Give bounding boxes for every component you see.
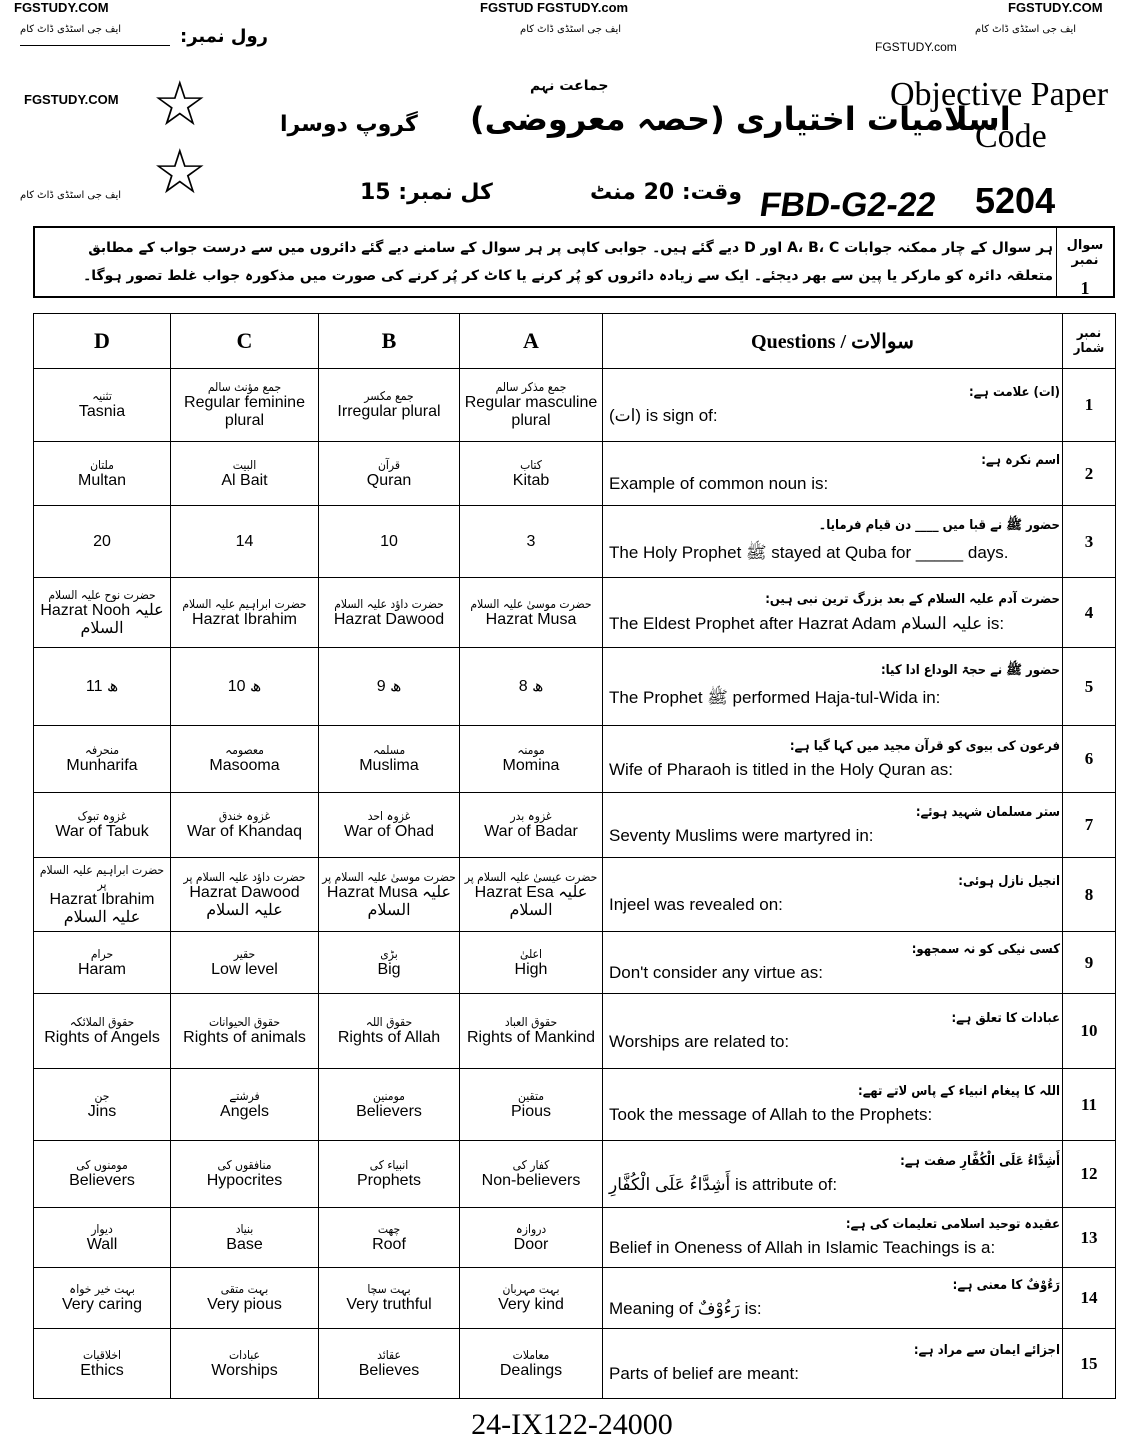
question-number: 10 [1063, 994, 1116, 1069]
question-number: 1 [1063, 369, 1116, 442]
option-english: Rights of Mankind [466, 1029, 596, 1046]
option-c [171, 726, 319, 793]
option-a [460, 726, 603, 793]
question-english: Example of common noun is: [609, 474, 829, 493]
option-english: War of Khandaq [186, 823, 303, 840]
option-b [319, 1069, 460, 1141]
question-urdu: عقیدہ توحید اسلامی تعلیمات کی ہے: [845, 1217, 1060, 1232]
option-english: Door [513, 1235, 549, 1253]
watermark: ایف جی اسٹڈی ڈاٹ کام [975, 24, 1077, 35]
option-english: Hazrat Dawood علیہ السلام [189, 883, 300, 919]
option-english: Hazrat Nooh علیہ السلام [40, 601, 164, 637]
option-urdu: حقوق اللہ [365, 1015, 413, 1029]
option-b [319, 1268, 460, 1329]
question-english: The Prophet ﷺ performed Haja-tul-Wida in: [609, 687, 941, 707]
option-english: Rights of animals [183, 1029, 306, 1046]
question-english: Don't consider any virtue as: [609, 963, 823, 982]
option-urdu: کتاب [520, 457, 542, 472]
option-urdu: حضرت عیسیٰ علیہ السلام پر [464, 869, 598, 884]
option-c [171, 648, 319, 726]
option-b [319, 726, 460, 793]
option-b [319, 1208, 460, 1268]
option-urdu: مومنین [373, 1088, 405, 1103]
question-urdu: حضرت آدم علیہ السلام کے بعد بزرگ ترین نبی ہیں: [765, 591, 1060, 607]
question-english: Worships are related to: [609, 1031, 790, 1051]
table-row [34, 858, 1116, 932]
option-english: Believers [69, 1172, 135, 1189]
option-a [460, 1268, 603, 1329]
questions-table [33, 313, 1116, 1399]
option-urdu: معصومہ [225, 743, 264, 757]
question-urdu: اجزائے ایمان سے مراد ہے: [913, 1343, 1060, 1358]
option-a [460, 1069, 603, 1141]
option-d [34, 1268, 171, 1329]
option-a [460, 1329, 603, 1399]
option-b [319, 994, 460, 1069]
total-marks: کل نمبر: 15 [360, 180, 493, 205]
option-urdu: مومنہ [517, 743, 545, 757]
question-urdu: عبادات کا تعلق ہے: [951, 1010, 1060, 1026]
option-english: Very truthful [346, 1296, 432, 1313]
option-b [319, 793, 460, 858]
option-d [34, 726, 171, 793]
option-c [171, 858, 319, 932]
column-header-a: A [460, 314, 603, 369]
option-c [171, 1069, 319, 1141]
table-row [34, 648, 1116, 726]
class-label: جماعت نہم [530, 78, 609, 94]
option-d [34, 858, 171, 932]
question-cell [603, 648, 1063, 726]
option-b [319, 578, 460, 648]
option-urdu: حقوق الحیوانات [208, 1015, 281, 1029]
option-english: Hypocrites [206, 1172, 283, 1189]
table-row [34, 578, 1116, 648]
question-english: Parts of belief are meant: [609, 1364, 799, 1383]
table-row [34, 1329, 1116, 1399]
option-c [171, 1329, 319, 1399]
option-english: Very kind [498, 1296, 564, 1313]
table-row [34, 369, 1116, 442]
option-a [460, 648, 603, 726]
option-urdu: بڑی [380, 946, 398, 961]
option-urdu: حضرت موسیٰ علیہ السلام پر [322, 869, 456, 884]
option-urdu: متقین [518, 1088, 544, 1103]
option-urdu: عبادات [229, 1347, 260, 1362]
option-english: Munharifa [66, 757, 138, 774]
option-urdu: اعلیٰ [519, 946, 542, 961]
option-urdu: مومنوں کی [76, 1158, 128, 1172]
option-english: Hazrat Musa علیہ السلام [326, 883, 452, 919]
question-cell [603, 1069, 1063, 1141]
option-english: Low level [211, 960, 278, 978]
option-urdu: غزوہ تبوک [77, 809, 127, 823]
option-english: Roof [372, 1235, 406, 1253]
question-urdu: کسی نیکی کو نہ سمجھو: [911, 942, 1060, 957]
option-d [34, 506, 171, 578]
option-urdu: اخلاقیات [83, 1347, 121, 1362]
question-english: The Eldest Prophet after Hazrat Adam علیہ السلام is: [609, 613, 1005, 633]
option-urdu: حرام [90, 946, 114, 961]
option-english: 3 [526, 532, 536, 550]
question-number: 11 [1063, 1069, 1116, 1141]
option-urdu: حقوق العباد [504, 1015, 558, 1029]
option-urdu: جمع مکسر [364, 389, 414, 403]
option-a [460, 369, 603, 442]
column-header-questions: Questions / سوالات [603, 314, 1063, 369]
option-c [171, 994, 319, 1069]
option-b [319, 648, 460, 726]
option-english: Jins [87, 1102, 117, 1120]
time-label: وقت: 20 منٹ [590, 180, 743, 205]
table-row [34, 442, 1116, 506]
option-a [460, 994, 603, 1069]
option-d [34, 442, 171, 506]
option-b [319, 1329, 460, 1399]
option-urdu: غزوہ احد [367, 809, 411, 823]
column-header-d: D [34, 314, 171, 369]
option-english: Believes [358, 1361, 420, 1379]
option-urdu: جمع مؤنث سالم [207, 380, 282, 394]
question-urdu: انجیل نازل ہوئی: [958, 874, 1060, 889]
option-d [34, 1069, 171, 1141]
option-d [34, 932, 171, 994]
option-b [319, 442, 460, 506]
option-english: Al Bait [221, 471, 268, 489]
option-english: Hazrat Dawood [333, 610, 445, 628]
option-english: War of Tabuk [55, 823, 149, 840]
footer-code: 24-IX122-24000 [471, 1408, 673, 1441]
option-english: Hazrat Musa [485, 610, 577, 628]
question-english: Injeel was revealed on: [609, 895, 783, 914]
option-d [34, 1208, 171, 1268]
option-english: Base [226, 1235, 263, 1253]
question-urdu: حضور ﷺ نے قبا میں ____ دن قیام فرمایا۔ [818, 517, 1060, 533]
table-row [34, 1208, 1116, 1268]
option-d [34, 1141, 171, 1208]
question-number: 15 [1063, 1329, 1116, 1399]
question-urdu: حضور ﷺ نے حجۃ الوداع ادا کیا: [880, 662, 1060, 678]
option-english: Ethics [80, 1361, 124, 1379]
option-urdu: دروازہ [515, 1221, 547, 1236]
option-urdu: حضرت داؤد علیہ السلام [334, 596, 444, 611]
question-number: 14 [1063, 1268, 1116, 1329]
option-urdu: البیت [232, 457, 257, 472]
watermark: ایف جی اسٹڈی ڈاٹ کام [520, 24, 622, 35]
option-urdu: منافقوں کی [217, 1158, 272, 1172]
watermark: FGSTUD FGSTUDY.com [480, 0, 629, 15]
question-english: (ات) is sign of: [609, 405, 718, 425]
option-a [460, 578, 603, 648]
watermark: ایف جی اسٹڈی ڈاٹ کام [20, 190, 122, 201]
option-a [460, 1141, 603, 1208]
question-cell [603, 369, 1063, 442]
question-urdu: رَءُوْفٌ کا معنی ہے: [952, 1277, 1060, 1293]
option-english: Regular feminine plural [184, 394, 305, 429]
option-urdu: حقوق الملائکہ [69, 1015, 135, 1029]
question-urdu: اسم نکرہ ہے: [981, 453, 1060, 468]
option-d [34, 648, 171, 726]
option-a [460, 442, 603, 506]
option-english: Angels [220, 1102, 269, 1120]
option-urdu: عقائد [377, 1347, 401, 1362]
group-label: گروپ دوسرا [280, 112, 418, 137]
question-english: أَشِدَّاءُ عَلَى الْكُفَّارِ is attribute of: [609, 1174, 838, 1194]
option-urdu: بہت خیر خواہ [69, 1282, 135, 1296]
option-english: Hazrat Ibrahim علیہ السلام [49, 890, 155, 926]
question-urdu: اللہ کا پیغام انبیاء کے پاس لاتے تھے: [858, 1084, 1060, 1099]
question-cell [603, 726, 1063, 793]
question-english: Wife of Pharaoh is titled in the Holy Quran as: [609, 759, 953, 779]
option-urdu: کفار کی [512, 1158, 550, 1172]
question-number: 5 [1063, 648, 1116, 726]
option-english: Worships [211, 1361, 278, 1379]
option-english: Rights of Allah [337, 1029, 441, 1046]
question-urdu: أَشِدَّاءُ عَلَى الْكُفَّارِ صفت ہے: [900, 1153, 1060, 1169]
question-number: 6 [1063, 726, 1116, 793]
option-english: War of Badar [484, 823, 578, 840]
option-c [171, 369, 319, 442]
option-urdu: معاملات [512, 1347, 550, 1362]
watermark: FGSTUDY.COM [14, 0, 109, 15]
option-urdu: قرآن [377, 457, 401, 472]
option-english: 20 [93, 532, 111, 550]
option-d [34, 994, 171, 1069]
star-icon: ☆ [152, 139, 208, 207]
option-english: 10 [380, 532, 398, 550]
option-d [34, 369, 171, 442]
roll-number-label: رول نمبر: [180, 26, 269, 47]
option-english: Very caring [61, 1296, 143, 1313]
option-urdu: منحرفہ [84, 743, 120, 757]
option-urdu: غزوہ خندق [218, 809, 271, 823]
question-cell [603, 1329, 1063, 1399]
option-urdu: فرشتے [229, 1088, 260, 1103]
instructions-text: ہر سوال کے چار ممکنہ جوابات A، B، C اور D دیے گئے ہیں۔ جوابی کاپی پر ہر سوال کے سامنے دیے گئے دائروں میں سے درست جواب کے مطابق متعلقہ دائرہ کو مارکر یا پین سے بھر دیجئے۔ ایک سے زیادہ دائروں کو پُر کرنے یا کاٹ کر پُر کرنے کی صورت میں مذکورہ جواب غلط تصور ہوگا۔ [83, 240, 1053, 284]
option-urdu: جمع مذکر سالم [495, 380, 567, 394]
option-english: Believers [356, 1102, 422, 1120]
question-cell [603, 506, 1063, 578]
option-english: Tasnia [78, 403, 126, 420]
question-number-label [1056, 228, 1113, 296]
question-number: 8 [1063, 858, 1116, 932]
question-cell [603, 793, 1063, 858]
option-english: Hazrat Ibrahim [192, 610, 297, 628]
table-row [34, 994, 1116, 1069]
option-d [34, 793, 171, 858]
option-english: Non-believers [481, 1172, 581, 1189]
option-english: Very pious [207, 1296, 282, 1313]
option-a [460, 932, 603, 994]
option-urdu: مسلمہ [372, 743, 406, 757]
option-urdu: تثنیہ [92, 389, 112, 403]
option-english: 10 ھ [227, 677, 262, 695]
option-english: Pious [510, 1102, 552, 1120]
option-urdu: حقیر [233, 946, 256, 961]
option-english: Quran [366, 471, 412, 489]
option-urdu: حضرت موسیٰ علیہ السلام [470, 596, 592, 611]
option-b [319, 1141, 460, 1208]
watermark: ایف جی اسٹڈی ڈاٹ کام [20, 24, 170, 46]
option-english: Big [377, 960, 401, 978]
option-a [460, 506, 603, 578]
watermark: FGSTUDY.COM [1008, 0, 1103, 15]
table-row [34, 1268, 1116, 1329]
option-b [319, 932, 460, 994]
option-c [171, 932, 319, 994]
question-cell [603, 1268, 1063, 1329]
option-c [171, 1141, 319, 1208]
question-number: 12 [1063, 1141, 1116, 1208]
option-c [171, 442, 319, 506]
option-urdu: بہت سچا [367, 1282, 411, 1296]
instructions-box [33, 226, 1115, 298]
option-b [319, 506, 460, 578]
table-row [34, 1069, 1116, 1141]
table-row [34, 726, 1116, 793]
option-english: 9 ھ [376, 677, 402, 695]
question-english: Seventy Muslims were martyred in: [609, 825, 874, 845]
option-english: War of Ohad [343, 823, 435, 840]
question-english: The Holy Prophet ﷺ stayed at Quba for _____ days. [609, 542, 1009, 562]
option-urdu: حضرت نوح علیہ السلام [48, 587, 156, 602]
option-english: Regular masculine plural [464, 394, 598, 429]
option-c [171, 1208, 319, 1268]
option-urdu: انبیاء کی [369, 1158, 409, 1172]
option-english: Irregular plural [337, 403, 441, 420]
question-cell [603, 932, 1063, 994]
option-b [319, 858, 460, 932]
table-row [34, 1141, 1116, 1208]
option-english: Wall [86, 1235, 118, 1253]
question-number: 13 [1063, 1208, 1116, 1268]
option-a [460, 858, 603, 932]
option-urdu: بہت مہربان [502, 1282, 560, 1296]
table-row [34, 932, 1116, 994]
option-urdu: دیوار [91, 1221, 113, 1236]
option-urdu: چھت [377, 1221, 401, 1236]
question-number: 2 [1063, 442, 1116, 506]
option-c [171, 578, 319, 648]
option-english: 14 [235, 532, 254, 550]
column-header-b: B [319, 314, 460, 369]
question-cell [603, 578, 1063, 648]
option-english: Momina [502, 757, 560, 774]
paper-title: اسلامیات اختیاری (حصہ معروضی) [470, 100, 1011, 138]
option-urdu: بنیاد [235, 1221, 254, 1236]
question-english: Meaning of رَءُوْفٌ is: [609, 1298, 762, 1318]
option-english: Masooma [209, 757, 280, 774]
option-a [460, 1208, 603, 1268]
option-b [319, 369, 460, 442]
question-cell [603, 1141, 1063, 1208]
option-d [34, 1329, 171, 1399]
option-english: Haram [77, 960, 126, 978]
option-a [460, 793, 603, 858]
option-english: High [514, 960, 548, 978]
question-english: Belief in Oneness of Allah in Islamic Teachings is a: [609, 1238, 996, 1257]
option-english: Kitab [512, 471, 550, 489]
option-english: Dealings [499, 1361, 563, 1379]
option-english: 8 ھ [518, 677, 544, 695]
table-row [34, 506, 1116, 578]
option-english: Hazrat Esa علیہ السلام [474, 883, 588, 919]
paper-type: Objective Paper [890, 76, 1109, 113]
option-english: Muslima [359, 757, 419, 774]
option-urdu: جن [94, 1088, 110, 1103]
option-urdu: حضرت ابراہیم علیہ السلام [182, 596, 307, 611]
option-urdu: ملتان [90, 457, 114, 472]
question-label: سوال نمبر [1066, 238, 1104, 268]
option-c [171, 793, 319, 858]
question-number: 4 [1063, 578, 1116, 648]
question-urdu: ستر مسلمان شہید ہوئے: [915, 804, 1060, 820]
option-english: Rights of Angels [44, 1029, 160, 1046]
question-cell [603, 442, 1063, 506]
watermark: FGSTUDY.COM [24, 92, 119, 107]
question-number: 3 [1063, 506, 1116, 578]
watermark: FGSTUDY.com [875, 40, 957, 54]
question-cell [603, 994, 1063, 1069]
question-number: 1 [1080, 278, 1090, 298]
question-number: 9 [1063, 932, 1116, 994]
option-urdu: حضرت داؤد علیہ السلام پر [183, 869, 306, 884]
question-cell [603, 858, 1063, 932]
table-row [34, 793, 1116, 858]
question-english: Took the message of Allah to the Prophets: [609, 1105, 933, 1124]
question-urdu: فرعون کی بیوی کو قرآن مجید میں کہا گیا ہے: [789, 738, 1060, 754]
option-english: Multan [77, 471, 127, 489]
option-c [171, 506, 319, 578]
question-cell [603, 1208, 1063, 1268]
option-english: 11 ھ [85, 677, 119, 695]
option-d [34, 578, 171, 648]
code-label: Code [975, 118, 1047, 155]
paper-code: 5204 [975, 180, 1056, 221]
option-urdu: غزوہ بدر [510, 809, 552, 823]
column-header-c: C [171, 314, 319, 369]
column-header-number: نمبر شمار [1063, 314, 1116, 369]
question-number: 7 [1063, 793, 1116, 858]
option-c [171, 1268, 319, 1329]
question-urdu: (ات) علامت ہے: [969, 384, 1060, 400]
table-header-row [34, 314, 1116, 369]
star-icon: ☆ [152, 71, 208, 139]
stamp: FBD-G2-22 [757, 186, 939, 224]
option-urdu: بہت متقی [220, 1282, 269, 1296]
option-english: Prophets [356, 1172, 422, 1189]
option-urdu: حضرت ابراہیم علیہ السلام پر [39, 862, 165, 891]
